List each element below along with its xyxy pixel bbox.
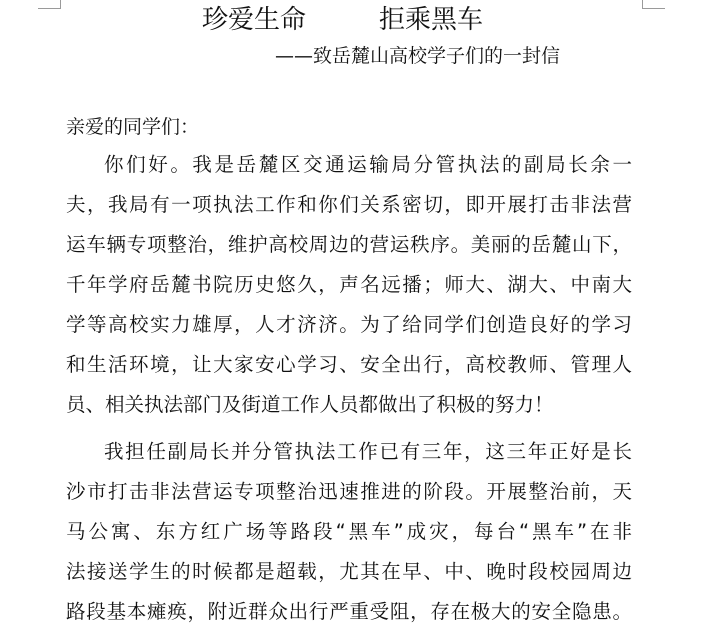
title-part-2: 拒乘黑车 — [379, 5, 484, 35]
paragraph-2-line-2: 沙市打击非法营运专项整治迅速推进的阶段。开展整治前，天 — [66, 480, 632, 503]
paragraph-1-line-2: 夫，我局有一项执法工作和你们关系密切，即开展打击非法营 — [66, 193, 632, 216]
document-title — [0, 2, 722, 38]
paragraph-1-line-3: 运车辆专项整治，维护高校周边的营运秩序。美丽的岳麓山下， — [66, 233, 632, 256]
paragraph-2-line-1: 我担任副局长并分管执法工作已有三年，这三年正好是长 — [104, 440, 632, 463]
paragraph-1-line-7: 员、相关执法部门及街道工作人员都做出了积极的努力！ — [66, 393, 554, 416]
document-subtitle: ——致岳麓山高校学子们的一封信 — [275, 45, 561, 67]
paragraph-2-line-4: 法接送学生的时候都是超载，尤其在早、中、晚时段校园周边 — [66, 560, 632, 583]
paragraph-1-line-5: 学等高校实力雄厚，人才济济。为了给同学们创造良好的学习 — [66, 313, 632, 336]
paragraph-1-line-1: 你们好。我是岳麓区交通运输局分管执法的副局长余一 — [104, 153, 632, 176]
salutation: 亲爱的同学们： — [66, 116, 200, 138]
paragraph-2-line-5: 路段基本瘫痪，附近群众出行严重受阻，存在极大的安全隐患。 — [66, 600, 632, 623]
paragraph-1-line-6: 和生活环境，让大家安心学习、安全出行，高校教师、管理人 — [66, 353, 632, 376]
title-part-1: 珍爱生命 — [202, 5, 307, 35]
paragraph-2-line-3: 马公寓、东方红广场等路段“黑车”成灾，每台“黑车”在非 — [66, 520, 632, 543]
paragraph-1-line-4: 千年学府岳麓书院历史悠久，声名远播；师大、湖大、中南大 — [66, 273, 632, 296]
